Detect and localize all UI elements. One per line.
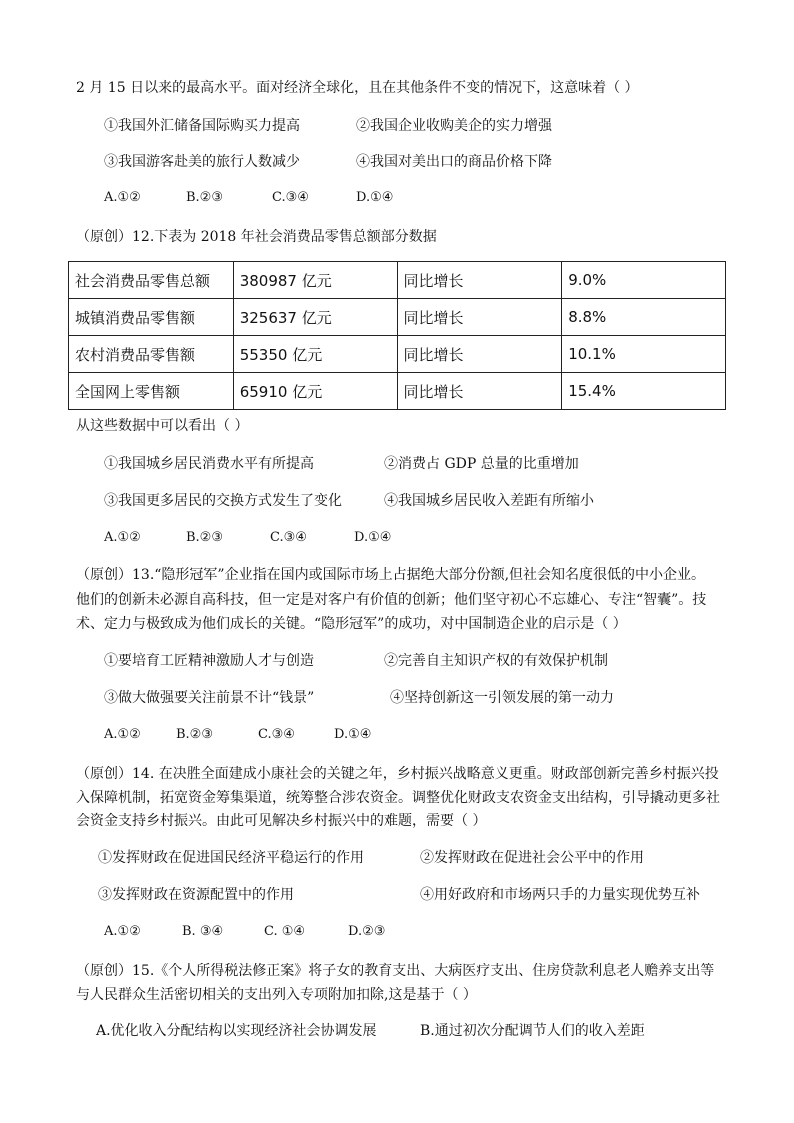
table-cell: 10.1% xyxy=(562,336,726,373)
q11-option-3: ③我国游客赴美的旅行人数减少 xyxy=(104,154,300,170)
q11-option-1: ①我国外汇储备国际购买力提高 xyxy=(104,118,300,134)
table-cell: 同比增长 xyxy=(397,262,562,299)
table-cell: 同比增长 xyxy=(397,299,562,336)
q14-option-4: ④用好政府和市场两只手的力量实现优势互补 xyxy=(420,887,700,903)
table-cell: 全国网上零售额 xyxy=(69,373,234,410)
q12-option-1: ①我国城乡居民消费水平有所提高 xyxy=(104,456,314,472)
q14-stem-line-2: 入保障机制，拓宽资金筹集渠道，统筹整合涉农资金。调整优化财政支农资金支出结构，引导撬动更多社 xyxy=(76,790,720,806)
q13-stem-line-3: 术、定力与极致成为他们成长的关键。“隐形冠军”的成功，对中国制造企业的启示是（ ） xyxy=(76,616,627,632)
q12-answer-d: D.①④ xyxy=(354,530,392,545)
table-cell: 农村消费品零售额 xyxy=(69,336,234,373)
q13-answer-d: D.①④ xyxy=(334,727,372,742)
table-cell: 9.0% xyxy=(562,262,726,299)
q14-answer-b: B. ③④ xyxy=(182,924,224,939)
table-row xyxy=(69,373,726,410)
q13-stem-line-1: （原创）13.“隐形冠军”企业指在国内或国际市场上占据绝大部分份额,但社会知名度很低的中小企业。 xyxy=(76,567,706,583)
q13-stem-line-2: 他们的创新未必源自高科技，但一定是对客户有价值的创新；他们坚守初心不忘雄心、专注“智囊”。技 xyxy=(76,592,707,608)
q11-option-2: ②我国企业收购美企的实力增强 xyxy=(356,118,552,134)
q12-answer-a: A.①② xyxy=(104,530,141,545)
q13-answer-b: B.②③ xyxy=(176,727,213,742)
table-cell: 380987 亿元 xyxy=(233,262,397,299)
q13-answer-c: C.③④ xyxy=(258,727,295,742)
table-row xyxy=(69,299,726,336)
table-cell: 55350 亿元 xyxy=(233,336,397,373)
q12-answer-b: B.②③ xyxy=(186,530,223,545)
q15-stem-line-2: 与人民群众生活密切相关的支出列入专项附加扣除,这是基于（ ） xyxy=(76,987,477,1003)
q13-option-3: ③做大做强要关注前景不计“钱景” xyxy=(104,690,315,706)
q15-option-a: A.优化收入分配结构以实现经济社会协调发展 xyxy=(96,1023,377,1039)
q14-stem-line-3: 会资金支持乡村振兴。由此可见解决乡村振兴中的难题，需要（ ） xyxy=(76,813,487,829)
q12-question: 从这些数据中可以看出（ ） xyxy=(76,418,249,434)
q12-option-4: ④我国城乡居民收入差距有所缩小 xyxy=(384,493,594,509)
q12-option-3: ③我国更多居民的交换方式发生了变化 xyxy=(104,493,342,509)
table-cell: 65910 亿元 xyxy=(233,373,397,410)
table-cell: 同比增长 xyxy=(397,336,562,373)
q13-option-4: ④坚持创新这一引领发展的第一动力 xyxy=(390,690,614,706)
q15-stem-line-1: （原创）15.《个人所得税法修正案》将子女的教育支出、大病医疗支出、住房贷款利息老人赡养支出等 xyxy=(76,963,715,979)
table-cell: 社会消费品零售总额 xyxy=(69,262,234,299)
q12-answer-c: C.③④ xyxy=(270,530,307,545)
table-cell: 15.4% xyxy=(562,373,726,410)
q14-answer-d: D.②③ xyxy=(348,924,386,939)
q11-answer-b: B.②③ xyxy=(186,190,223,205)
q13-option-2: ②完善自主知识产权的有效保护机制 xyxy=(384,653,608,669)
table-cell: 城镇消费品零售额 xyxy=(69,299,234,336)
q13-option-1: ①要培育工匠精神激励人才与创造 xyxy=(104,653,314,669)
retail-sales-table xyxy=(68,261,726,410)
q11-option-4: ④我国对美出口的商品价格下降 xyxy=(356,154,552,170)
q12-option-2: ②消费占 GDP 总量的比重增加 xyxy=(384,456,579,472)
q14-option-2: ②发挥财政在促进社会公平中的作用 xyxy=(420,850,644,866)
q12-stem: （原创）12.下表为 2018 年社会消费品零售总额部分数据 xyxy=(76,229,437,245)
q14-stem-line-1: （原创）14. 在决胜全面建成小康社会的关键之年，乡村振兴战略意义更重。财政部创新完善乡村振兴投 xyxy=(76,766,719,782)
q13-answer-a: A.①② xyxy=(104,727,141,742)
q14-answer-c: C. ①④ xyxy=(264,924,306,939)
table-cell: 同比增长 xyxy=(397,373,562,410)
q11-answer-a: A.①② xyxy=(104,190,141,205)
q11-answer-d: D.①④ xyxy=(356,190,394,205)
q15-option-b: B.通过初次分配调节人们的收入差距 xyxy=(420,1023,645,1039)
table-row xyxy=(69,262,726,299)
q11-answer-c: C.③④ xyxy=(272,190,309,205)
table-row xyxy=(69,336,726,373)
q14-option-1: ①发挥财政在促进国民经济平稳运行的作用 xyxy=(98,850,364,866)
table-cell: 325637 亿元 xyxy=(233,299,397,336)
q14-answer-a: A.①② xyxy=(104,924,141,939)
q14-option-3: ③发挥财政在资源配置中的作用 xyxy=(98,887,294,903)
q11-stem: 2 月 15 日以来的最高水平。面对经济全球化，且在其他条件不变的情况下，这意味着（ ） xyxy=(76,80,639,96)
table-cell: 8.8% xyxy=(562,299,726,336)
